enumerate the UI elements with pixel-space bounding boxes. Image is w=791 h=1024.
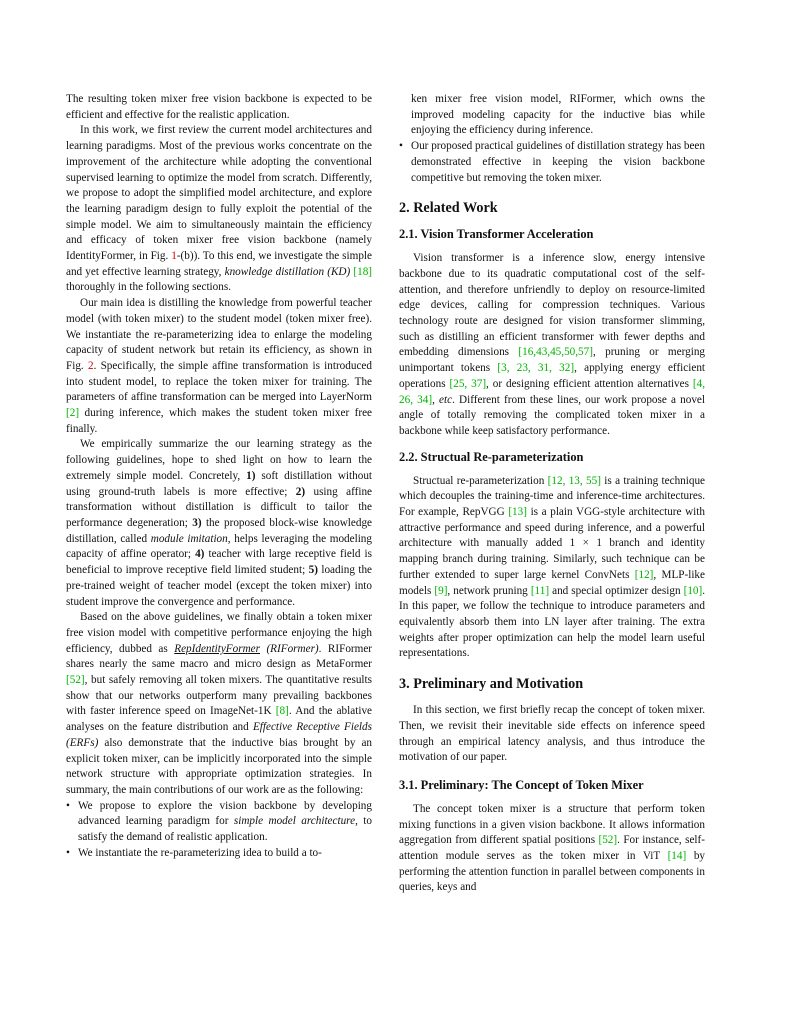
figure-ref-1[interactable]: 1 — [171, 250, 177, 263]
subsection-title-reparameterization: 2.2. Structual Re-parameterization — [399, 449, 584, 464]
paragraph-main-idea: Our main idea is distilling the knowledge from powerful teacher model (with token mixer) to the student model (token mixer free). We instantiate the re-parameterizing idea to enlarge the modeling capacity of student network but retain its efficiency, as shown in Fig. 2. Specifically, the simple affine transformation is introduced into student model, to replace the token mixer for training. The parameters of affine transformation can be merged into LayerNorm [2] during inference, which makes the student token mixer free finally. — [66, 297, 373, 435]
citation-10[interactable]: [10] — [683, 584, 703, 597]
paragraph-intro-end: The resulting token mixer free vision backbone is expected to be efficient and effective for the realistic application. — [66, 93, 372, 121]
contributions-list — [66, 799, 372, 862]
citation-18[interactable]: [18] — [353, 265, 373, 278]
figure-ref-2[interactable]: 2 — [87, 359, 94, 372]
subsection-title-vit-acceleration: 2.1. Vision Transformer Acceleration — [399, 227, 594, 242]
contributions-list-continued — [399, 92, 705, 186]
citation-2[interactable]: [2] — [66, 407, 80, 420]
citation-8[interactable]: [8] — [275, 705, 289, 718]
paragraph-guidelines: We empirically summarize the our learning strategy as the following guidelines, hope to shed light on how to learn the extremely simple model. Concretely, 1) soft distillation without using ground-truth labels is more effective; 2) using affine transformation without distillation is difficult to tailor the performance degeneration; 3) the proposed block-wise knowledge distillation, called module imitation, helps leveraging the modeling capacity of affine operator; 4) teacher with large receptive field is beneficial to improve receptive field limited student; 5) loading the pre-trained weight of teacher model (except the token mixer) into student improve the convergence and performance. — [66, 438, 373, 608]
citation-13[interactable]: [13] — [508, 506, 527, 519]
citation-group[interactable]: [4, 26, 34] — [399, 377, 705, 406]
section-title-preliminary: 3. Preliminary and Motivation — [399, 676, 584, 693]
paragraph-riformer: Based on the above guidelines, we finally obtain a token mixer free vision model with competitive performance enjoying the high efficiency, dubbed as RepIdentityFormer (RIFormer). RIFormer shares nearly the same macro and micro design as MetaFormer [52], but safely removing all token mixers. The quantitative results show that our networks outperform many prevailing backbones with faster inference speed on ImageNet-1K [8]. And the ablative analyses on the feature distribution and Effective Receptive Fields (ERFs) also demonstrate that the inductive bias brought by an explicit token mixer, can be implicitly incorporated into the simple network structure with appropriate optimization strategies. In summary, the main contributions of our work are as the following: — [66, 611, 373, 796]
left-column — [66, 92, 372, 861]
paragraph-reparameterization: Structual re-parameterization [12, 13, 55] is a training technique which decouples the training-time and inference-time architectures. For example, RepVGG [13] is a plain VGG-style architecture with attractive performance and speed during inference, and a powerful architecture with manually added 1 × 1 branch and identity mapping branch during training. Similarly, such technique can be further extended to super large kernel ConvNets [12], MLP-like models [9], network pruning [11] and special optimizer design [10]. In this paper, we follow the technique to introduce parameters and equivalently absorb them into LN layer after training. The extra weights after proper optimization can help the model learn useful representations. — [399, 474, 706, 660]
list-item: • Our proposed practical guidelines of distillation strategy has been demonstrated effective in keeping the vision backbone competitive but removing the token mixer. — [399, 140, 705, 184]
list-item: ken mixer free vision model, RIFormer, which owns the improved modeling capacity for the inductive bias while enjoying the efficiency during inference. — [411, 93, 705, 137]
paragraph-section3-intro: In this section, we first briefly recap the concept of token mixer. Then, we revisit their inevitable side effects on inference speed through an empirical latency analysis, and thus introduce the motivation of our paper. — [399, 704, 705, 764]
citation-11[interactable]: [11] — [530, 584, 550, 597]
citation-12[interactable]: [12] — [634, 568, 654, 581]
section-title-related-work: 2. Related Work — [399, 200, 498, 217]
citation-14[interactable]: [14] — [667, 850, 687, 863]
citation-52[interactable]: [52] — [598, 834, 618, 847]
citation-group[interactable]: [25, 37] — [449, 377, 487, 390]
paragraph-vit-acceleration: Vision transformer is a inference slow, energy intensive backbone due to its quadratic computational cost of the self-attention, and therefore unfriendly to deploy on resource-limited edge devices, calling for compression techniques. Various technology route are designed for vision transformer slimming, such as distilling an efficient transformer with fewer depths and embedding dimensions [16,43,45,50,57], pruning or merging unimportant tokens [3, 23, 31, 32], applying energy efficient operations [25, 37], or designing efficient attention alternatives [4, 26, 34], etc. Different from these lines, our work propose a novel angle of totally removing the complicated token mixer in a backbone while keep satisfactory performance. — [399, 252, 706, 437]
citation-9[interactable]: [9] — [434, 584, 448, 597]
citation-group[interactable]: [16,43,45,50,57] — [518, 346, 593, 359]
paragraph-this-work: In this work, we first review the current model architectures and learning paradigms. Most of the previous works concentrate on the improvement of the architecture while adopting the conventional supervised learning to optimize the model from scratch. Differently, we propose to adopt the simplified model architecture, and explore the learning paradigm design to fully exploit the potential of the simple model. We aim to simultaneously maintain the efficiency and efficacy of token mixer free vision backbone (namely IdentityFormer, in Fig. 1-(b)). To this end, we investigate the simple and yet effective learning strategy, knowledge distillation (KD) [18] thoroughly in the following sections. — [66, 124, 373, 294]
right-column — [399, 92, 705, 896]
list-item: • We instantiate the re-parameterizing idea to build a to- — [66, 846, 322, 859]
list-item: • We propose to explore the vision backbone by developing advanced learning paradigm for simple model architecture, to satisfy the demand of realistic application. — [66, 799, 373, 844]
citation-group[interactable]: [3, 23, 31, 32] — [497, 362, 575, 375]
subsection-title-token-mixer: 3.1. Preliminary: The Concept of Token Mixer — [399, 777, 644, 792]
citation-52[interactable]: [52] — [66, 674, 85, 687]
citation-group[interactable]: [12, 13, 55] — [547, 474, 601, 487]
paragraph-token-mixer: The concept token mixer is a structure that perform token mixing functions in a given vision backbone. It allows information aggregation from different spatial positions [52]. For instance, self-attention module serves as the token mixer in ViT [14] by performing the attention function in parallel between components in queries, keys and — [399, 802, 705, 894]
